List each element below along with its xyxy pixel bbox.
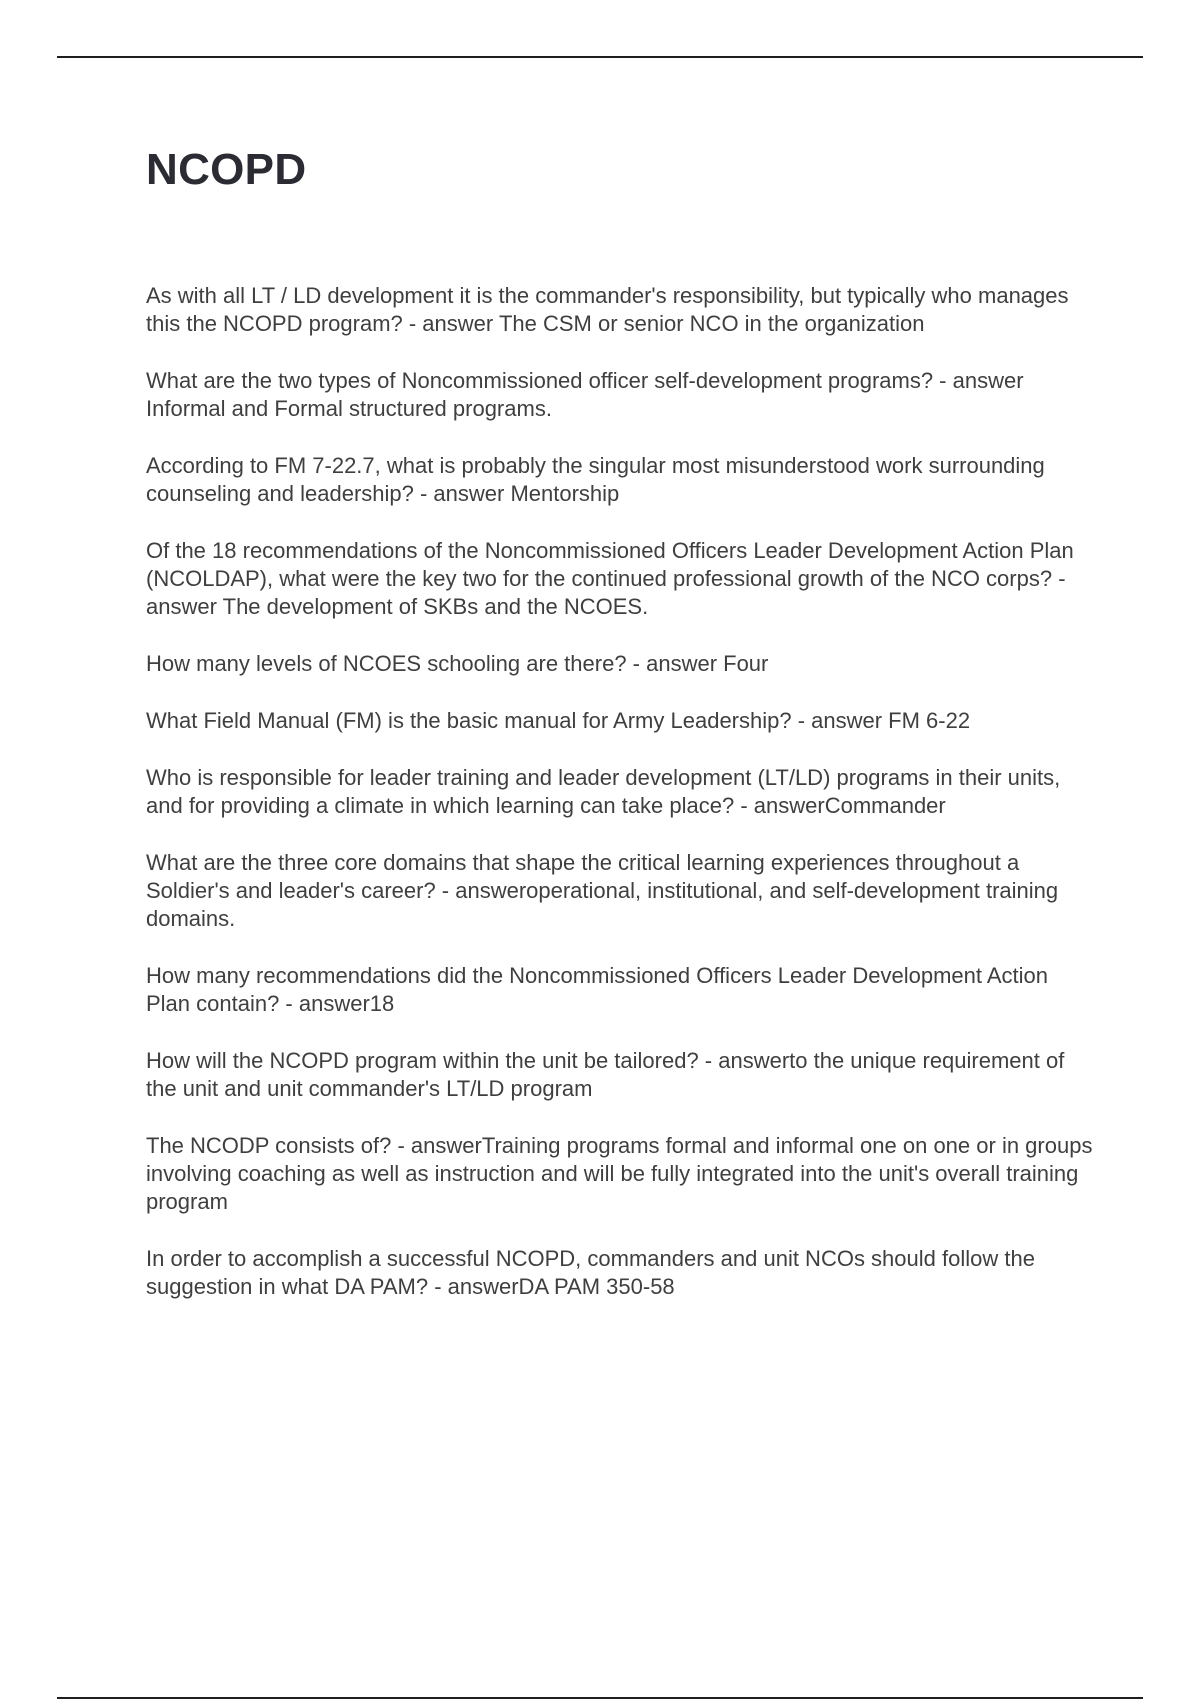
document-body [146, 140, 1096, 1330]
document-title: NCOPD [146, 145, 307, 194]
qa-item-12: In order to accomplish a successful NCOPD, commanders and unit NCOs should follow the suggestion in what DA PAM? - answerDA PAM 350-58 [146, 1246, 1035, 1299]
qa-item-8: What are the three core domains that shape the critical learning experiences throughout a Soldier's and leader's career? - answeroperational, institutional, and self-development training domains. [146, 850, 1059, 931]
qa-item-10: How will the NCOPD program within the unit be tailored? - answerto the unique requirement of the unit and unit commander's LT/LD program [146, 1048, 1065, 1101]
qa-item-7: Who is responsible for leader training and leader development (LT/LD) programs in their units, and for providing a climate in which learning can take place? - answerCommander [146, 765, 1061, 818]
qa-item-6: What Field Manual (FM) is the basic manual for Army Leadership? - answer FM 6-22 [146, 708, 971, 733]
qa-item-1: As with all LT / LD development it is the commander's responsibility, but typically who manages this the NCOPD program? - answer The CSM or senior NCO in the organization [146, 283, 1069, 336]
qa-item-9: How many recommendations did the Noncommissioned Officers Leader Development Action Plan contain? - answer18 [146, 963, 1049, 1016]
qa-item-11: The NCODP consists of? - answerTraining programs formal and informal one on one or in groups involving coaching as well as instruction and will be fully integrated into the unit's overall training program [146, 1133, 1093, 1214]
qa-item-4: Of the 18 recommendations of the Noncommissioned Officers Leader Development Action Plan (NCOLDAP), what were the key two for the continued professional growth of the NCO corps? - answer The development of SKBs and the NCOES. [146, 538, 1074, 619]
qa-item-5: How many levels of NCOES schooling are there? - answer Four [146, 651, 769, 676]
qa-item-2: What are the two types of Noncommissioned officer self-development programs? - answer Informal and Formal structured programs. [146, 368, 1024, 421]
qa-item-3: According to FM 7-22.7, what is probably the singular most misunderstood work surrounding counseling and leadership? - answer Mentorship [146, 453, 1045, 506]
bottom-divider [57, 1697, 1143, 1699]
top-divider [57, 56, 1143, 58]
qa-list [146, 282, 1096, 1301]
